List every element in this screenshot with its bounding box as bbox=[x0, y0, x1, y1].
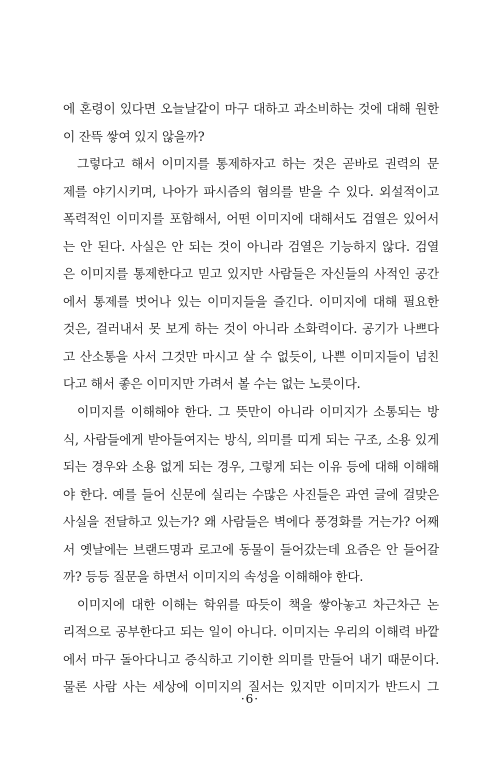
text-line: 제를 야기시키며, 나아가 파시즘의 혐의를 받을 수 있다. 외설적이고 bbox=[63, 183, 439, 199]
page-number: ·6· bbox=[240, 692, 260, 706]
text-line: 다고 해서 좋은 이미지만 가려서 볼 수는 없는 노릇이다. bbox=[63, 376, 361, 392]
text-line: 그렇다고 해서 이미지를 통제하자고 하는 것은 곧바로 권력의 문 bbox=[77, 156, 439, 172]
text-line: 는 안 된다. 사실은 안 되는 것이 아니라 검열은 기능하지 않다. 검열 bbox=[63, 238, 439, 254]
text-line: 물론 사람 사는 세상에 이미지의 질서는 있지만 이미지가 반드시 그 bbox=[63, 679, 439, 695]
text-line: 은 이미지를 통제한다고 믿고 있지만 사람들은 자신들의 사적인 공간 bbox=[63, 266, 439, 282]
text-line: 것은, 걸러내서 못 보게 하는 것이 아니라 소화력이다. 공기가 나쁘다 bbox=[63, 321, 439, 337]
body-text bbox=[63, 95, 439, 701]
text-line: 까? 등등 질문을 하면서 이미지의 속성을 이해해야 한다. bbox=[63, 569, 364, 585]
text-line: 사실을 전달하고 있는가? 왜 사람들은 벽에다 풍경화를 거는가? 어째 bbox=[63, 514, 439, 530]
text-line: 고 산소통을 사서 그것만 마시고 살 수 없듯이, 나쁜 이미지들이 넘친 bbox=[63, 348, 439, 364]
text-line: 이 잔뜩 쌓여 있지 않을까? bbox=[63, 128, 205, 144]
text-line: 되는 경우와 소용 없게 되는 경우, 그렇게 되는 이유 등에 대해 이해해 bbox=[63, 459, 439, 475]
text-line: 식, 사람들에게 받아들여지는 방식, 의미를 띠게 되는 구조, 소용 있게 bbox=[63, 431, 439, 447]
text-line: 야 한다. 예를 들어 신문에 실리는 수많은 사진들은 과연 글에 걸맞은 bbox=[63, 486, 439, 502]
text-line: 이미지에 대한 이해는 학위를 따듯이 책을 쌓아놓고 차근차근 논 bbox=[77, 596, 439, 612]
text-line: 이미지를 이해해야 한다. 그 뜻만이 아니라 이미지가 소통되는 방 bbox=[77, 404, 439, 420]
text-line: 리적으로 공부한다고 되는 일이 아니다. 이미지는 우리의 이해력 바깥 bbox=[63, 624, 439, 640]
text-line: 에 혼령이 있다면 오늘날같이 마구 대하고 과소비하는 것에 대해 원한 bbox=[63, 101, 439, 116]
text-line: 서 옛날에는 브랜드명과 로고에 동물이 들어갔는데 요즘은 안 들어갈 bbox=[63, 541, 439, 557]
text-line: 에서 마구 돌아다니고 증식하고 기이한 의미를 만들어 내기 때문이다. bbox=[63, 651, 439, 667]
text-line: 폭력적인 이미지를 포함해서, 어떤 이미지에 대해서도 검열은 있어서 bbox=[63, 211, 439, 227]
text-line: 에서 통제를 벗어나 있는 이미지들을 즐긴다. 이미지에 대해 필요한 bbox=[63, 293, 439, 309]
